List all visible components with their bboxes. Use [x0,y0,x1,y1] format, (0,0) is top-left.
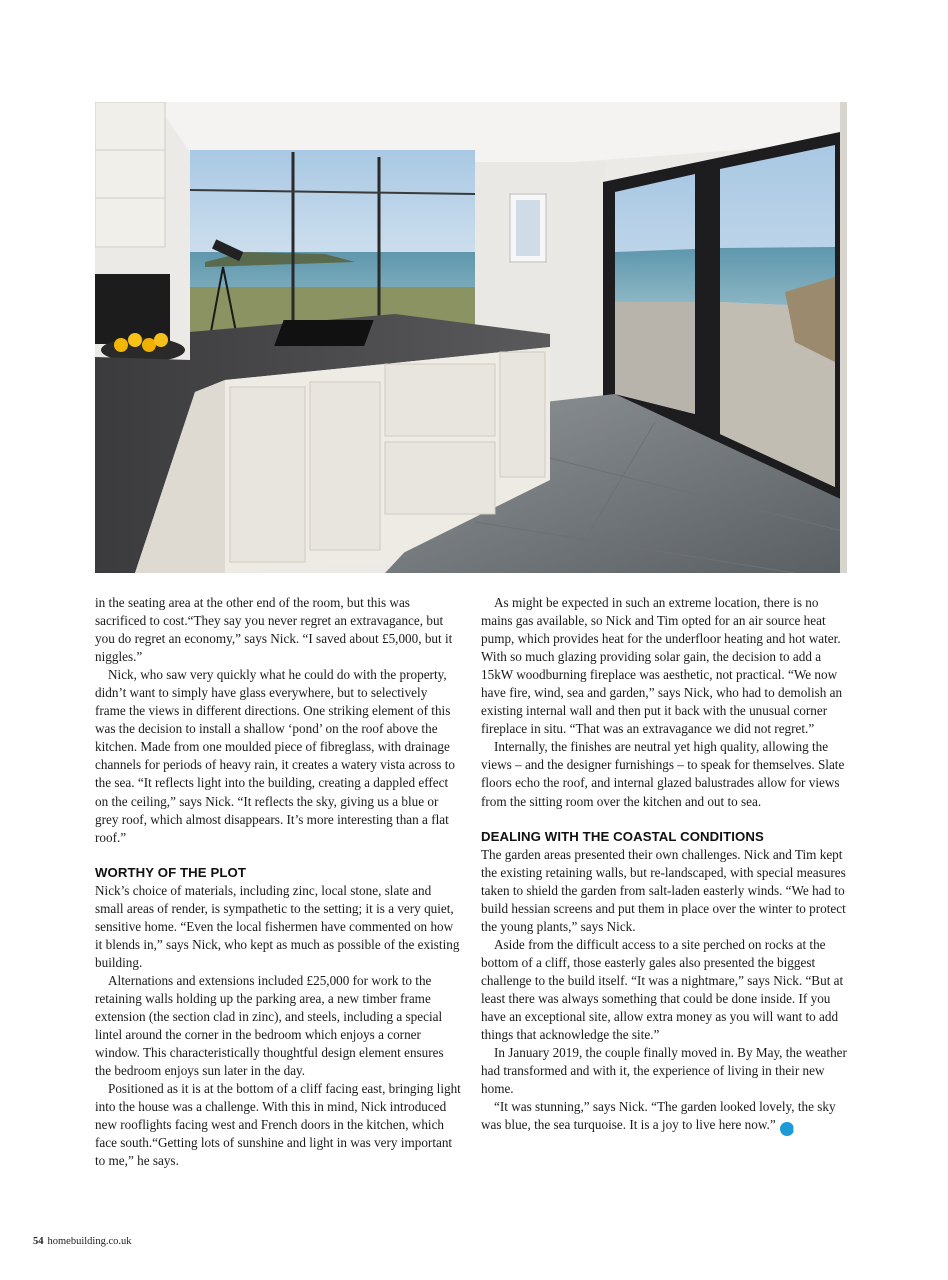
kitchen-photo [95,102,847,573]
right-paragraph-6 [481,1098,847,1136]
page-number: 54 [33,1236,44,1247]
page-footer [33,1236,132,1247]
right-column [481,594,847,1136]
left-paragraph-2: Nick, who saw very quickly what he could do with the property, didn’t want to simply have glass everywhere, but to selectively frame the views in different directions. One striking element of this was the decision to install a shallow ‘pond’ on the roof above the kitchen. Made from one moulded piece of fibreglass, with drainage channels for periods of heavy rain, it creates a watery vista across to the sea. “It reflects light into the building, creating a dappled effect on the ceiling,” says Nick. “It reflects the sky, giving us a blue or grey roof, which almost disappears. It’s more interesting than a flat roof.” [95,667,455,845]
section-heading-coastal-conditions: DEALING WITH THE COASTAL CONDITIONS [481,828,764,844]
right-paragraph-2: Internally, the finishes are neutral yet high quality, allowing the views – and the designer furnishings – to speak for themselves. Slate floors echo the roof, and internal glazed balustrades allow for views from the sitting room over the kitchen and out to sea. [481,739,845,809]
right-paragraph-1: As might be expected in such an extreme location, there is no mains gas available, so Nick and Tim opted for an air source heat pump, which provides heat for the underfloor heating and hot water. With so much glazing providing solar gain, the decision to add a 15kW woodburning fireplace was aesthetic, not practical. “We now have fire, wind, sea and garden,” says Nick, who had to demolish an existing internal wall and then put it back with the unusual corner fireplace in situ. “That was an extravagance we did not regret.” [481,595,843,737]
section-heading-worthy-of-the-plot: WORTHY OF THE PLOT [95,864,247,880]
left-paragraph-1: in the seating area at the other end of the room, but this was sacrificed to cost.“They say you never regret an extravagance, but you do regret an economy,” says Nick. “I saved about £5,000, but it niggles.” [95,595,453,665]
end-mark-icon: H [780,1122,794,1136]
left-paragraph-3: Nick’s choice of materials, including zinc, local stone, slate and small areas of render, is sympathetic to the setting; it is a very quiet, sensitive home. “Even the local fishermen have commented on how it blends in,” says Nick, who kept as much as possible of the existing building. [95,882,460,970]
closing-quote-text: “It was stunning,” says Nick. “The garden looked lovely, the sky was blue, the sea turquoise. It is a joy to live here now.” [481,1099,836,1133]
right-paragraph-4: Aside from the difficult access to a site perched on rocks at the bottom of a cliff, those easterly gales also presented the biggest challenge to the build itself. “It was a nightmare,” says Nick. “But at least there was always something that could be done inside. If you have an exceptional site, allow extra money as you will want to add things that acknowledge the site.” [481,936,844,1043]
left-column [95,594,461,1170]
site-url: homebuilding.co.uk [47,1236,132,1247]
left-paragraph-5: Positioned as it is at the bottom of a cliff facing east, bringing light into the house was a challenge. With this in mind, Nick introduced new rooflights facing west and French doors in the kitchen, which face south.“Getting lots of sunshine and light in was very important to me,” he says. [95,1081,461,1169]
right-paragraph-3: The garden areas presented their own challenges. Nick and Tim kept the existing retaining walls, but re-landscaped, with special measures taken to shield the garden from salt-laden easterly winds. “We had to build hessian screens and put them in place over the winter to protect the young plants,” says Nick. [481,846,846,934]
left-paragraph-4: Alternations and extensions included £25,000 for work to the retaining walls holding up the parking area, a new timber frame extension (the section clad in zinc), and steels, including a special lintel around the corner in the bedroom which enjoys a corner window. This characteristically thoughtful design element ensures the bedroom enjoys sun later in the day. [95,972,444,1079]
right-paragraph-5: In January 2019, the couple finally moved in. By May, the weather had transformed and with it, the experience of living in their new home. [481,1045,847,1097]
